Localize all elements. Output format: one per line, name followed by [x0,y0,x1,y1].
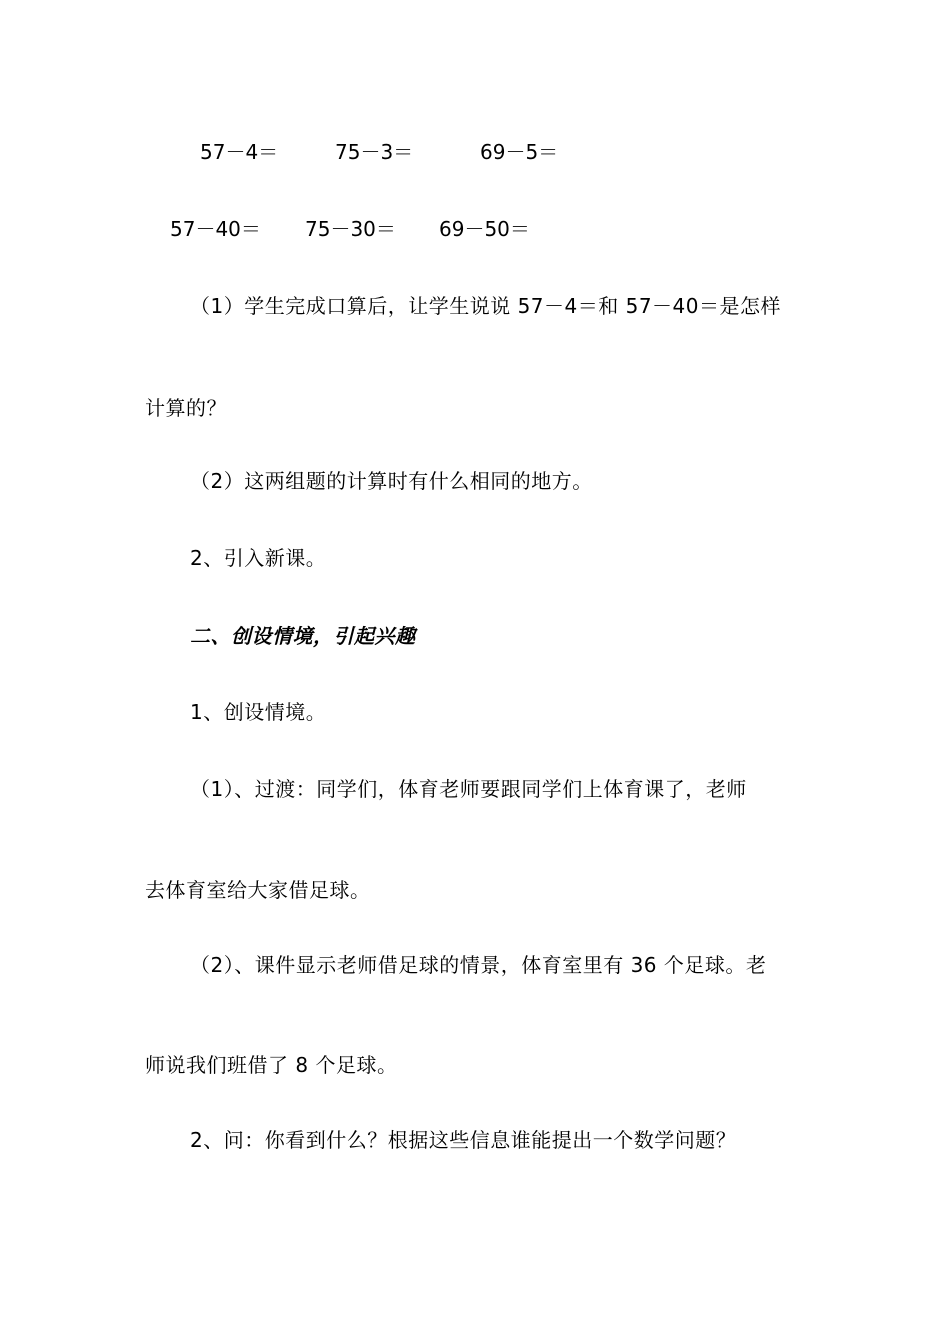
paragraph-1-line-2: 计算的？ [145,396,227,420]
equation-75-3: 75－3＝ [335,140,414,164]
paragraph-2: （2）这两组题的计算时有什么相同的地方。 [190,469,593,493]
paragraph-1-line-1: （1）学生完成口算后，让学生说说 57－4＝和 57－40＝是怎样 [190,294,782,318]
equation-69-50: 69－50＝ [439,217,530,241]
paragraph-6-line-2: 师说我们班借了 8 个足球。 [145,1053,398,1077]
equation-75-30: 75－30＝ [305,217,396,241]
equation-57-4: 57－4＝ [200,140,279,164]
equation-69-5: 69－5＝ [480,140,559,164]
paragraph-5-line-1: （1）、过渡：同学们，体育老师要跟同学们上体育课了，老师 [190,777,747,801]
section-heading: 二、创设情境，引起兴趣 [190,624,416,648]
paragraph-7: 2、问：你看到什么？根据这些信息谁能提出一个数学问题？ [190,1128,737,1152]
paragraph-6-line-1: （2）、课件显示老师借足球的情景，体育室里有 36 个足球。老 [190,953,767,977]
paragraph-5-line-2: 去体育室给大家借足球。 [145,878,371,902]
equation-57-40: 57－40＝ [170,217,261,241]
paragraph-3: 2、引入新课。 [190,546,327,570]
paragraph-4: 1、创设情境。 [190,700,327,724]
